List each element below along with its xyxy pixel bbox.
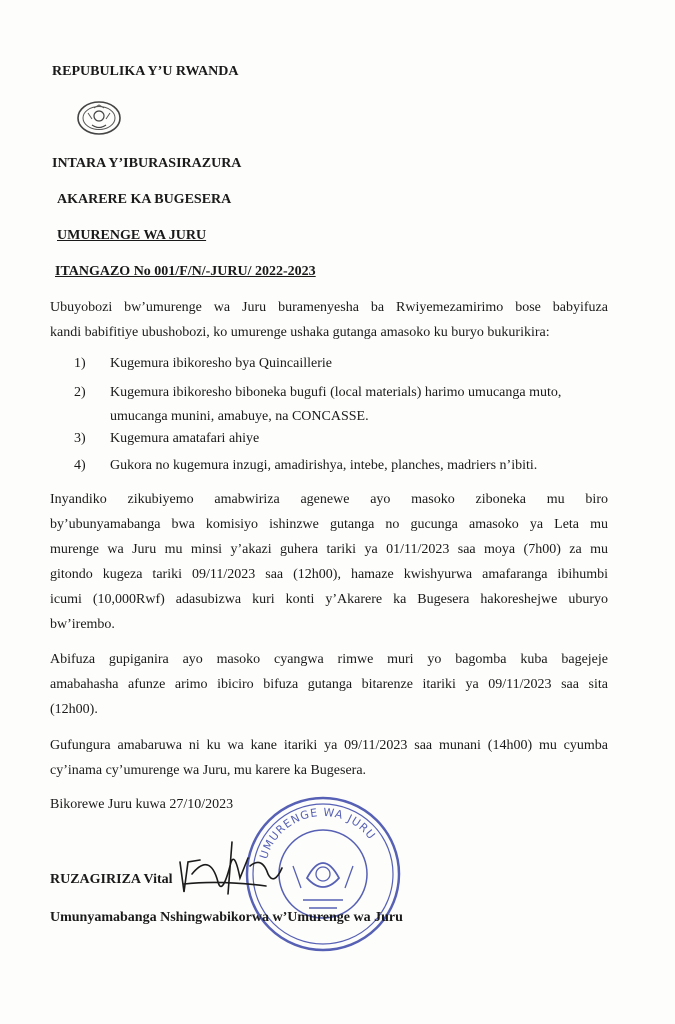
text-line: kandi babifitiye ubushobozi, ko umurenge ushaka gutanga amasoko ku buryo bukurikira: xyxy=(50,325,550,340)
list-item xyxy=(74,458,537,474)
text-line: icumi (10,000Rwf) adasubizwa kuri konti y’Akarere ka Bugesera hakoreshejwe uburyo xyxy=(50,592,608,607)
notice-reference: ITANGAZO No 001/F/N/-JURU/ 2022-2023 xyxy=(55,264,316,279)
list-item xyxy=(74,356,332,372)
text-line: cy’inama cy’umurenge wa Juru, mu karere ka Bugesera. xyxy=(50,763,367,778)
text-line: by’ubunyamabanga bwa komisiyo ishinzwe gutanga no gucunga amasoko ya Leta mu xyxy=(50,517,608,532)
rwanda-emblem-icon xyxy=(76,99,122,137)
list-item-number: 4) xyxy=(74,458,86,473)
text-line: (12h00). xyxy=(50,702,98,717)
text-line: amabahasha afunze arimo ibiciro bifuza gutanga bitarenze itariki ya 09/11/2023 saa sita xyxy=(50,677,608,692)
text-line: gitondo kugeza tariki 09/11/2023 saa (12h00), hamaze kwishyurwa amafaranga ibihumbi xyxy=(50,567,608,582)
country-heading: REPUBULIKA Y’U RWANDA xyxy=(52,64,239,79)
list-item-number: 2) xyxy=(74,385,86,400)
province-heading: INTARA Y’IBURASIRAZURA xyxy=(52,156,242,171)
text-line: bw’irembo. xyxy=(50,617,115,632)
text-line: murenge wa Juru mu minsi y’akazi guhera tariki ya 01/11/2023 saa moya (7h00) za mu xyxy=(50,542,608,557)
list-item xyxy=(74,385,561,401)
sector-heading: UMURENGE WA JURU xyxy=(57,228,207,243)
place-date: Bikorewe Juru kuwa 27/10/2023 xyxy=(50,797,234,812)
signatory-name: RUZAGIRIZA Vital xyxy=(50,872,173,887)
text-line: Ubuyobozi bw’umurenge wa Juru buramenyesha ba Rwiyemezamirimo bose babyifuza xyxy=(50,300,608,315)
submission-paragraph xyxy=(50,647,608,722)
list-item-text: Kugemura ibikoresho biboneka bugufi (local materials) harimo umucanga muto, xyxy=(110,385,562,400)
text-line: Inyandiko zikubiyemo amabwiriza agenewe ayo masoko ziboneka mu biro xyxy=(50,492,608,507)
list-item-number: 3) xyxy=(74,431,86,446)
district-heading: AKARERE KA BUGESERA xyxy=(57,192,232,207)
list-item-text: Gukora no kugemura inzugi, amadirishya, intebe, planches, madriers n’ibiti. xyxy=(110,458,538,473)
documents-paragraph xyxy=(50,487,608,637)
list-item-text: Kugemura amatafari ahiye xyxy=(110,431,260,446)
intro-paragraph xyxy=(50,295,608,345)
text-line: Gufungura amabaruwa ni ku wa kane itariki ya 09/11/2023 saa munani (14h00) mu cyumba xyxy=(50,738,608,753)
opening-paragraph xyxy=(50,733,608,783)
list-item-continuation: umucanga munini, amabuye, na CONCASSE. xyxy=(110,409,369,424)
handwritten-signature xyxy=(170,822,310,910)
signatory-title: Umunyamabanga Nshingwabikorwa w’Umurenge wa Juru xyxy=(50,910,403,925)
list-item-text: Kugemura ibikoresho bya Quincaillerie xyxy=(110,356,332,371)
list-item-number: 1) xyxy=(74,356,86,371)
text-line: Abifuza gupiganira ayo masoko cyangwa rimwe muri yo bagomba kuba bagejeje xyxy=(50,652,608,667)
list-item xyxy=(74,431,259,447)
stamp-text: UMURENGE WA JURU xyxy=(257,805,379,861)
